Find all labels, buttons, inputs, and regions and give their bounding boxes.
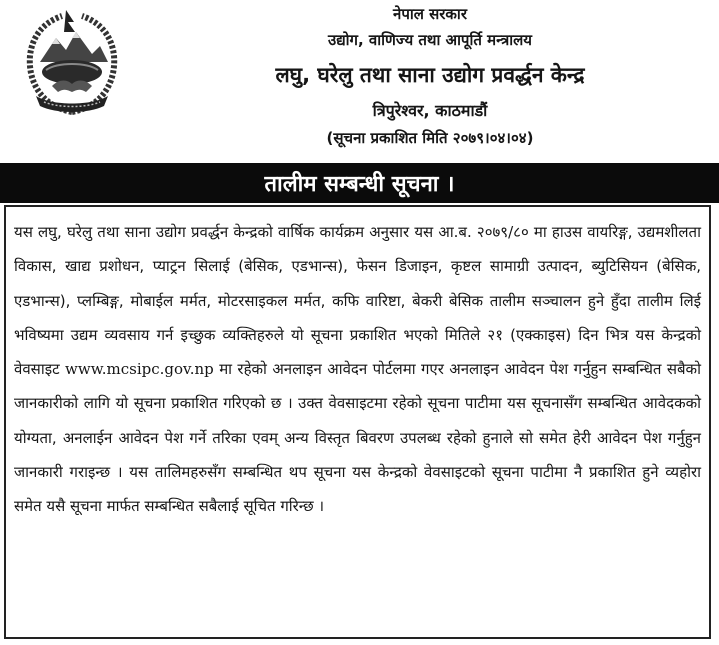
publish-date: (सूचना प्रकाशित मिति २०७९।०४।०४)	[326, 129, 534, 147]
government-name: नेपाल सरकार	[393, 5, 467, 23]
ministry-name: उद्योग, वाणिज्य तथा आपूर्ति मन्त्रालय	[327, 31, 532, 49]
notice-header	[0, 0, 719, 160]
notice-body-part2: मा रहेको अनलाइन आवेदन पोर्टलमा गएर अनलाइन आवेदन पेश गर्नुहुन सम्बन्धित सबैको जानकारीको लागि यो सूचना प्रकाशित गरिएको छ । उक्त वेवसाइटमा रहेको सूचना पाटीमा यस सूचनासँग सम्बन्धित आवेदकको योग्यता, अनलाईन आवेदन पेश गर्ने तरिका एवम् अन्य विस्तृत बिवरण उपलब्ध रहेको हुनाले सो समेत हेरी आवेदन पेश गर्नुहुन जानकारी गराइन्छ । यस तालिमहरुसँग सम्बन्धित थप सूचना यस केन्द्रको वेवसाइटको सूचना पाटीमा नै प्रकाशित हुने व्यहोरा समेत यसै सूचना मार्फत सम्बन्धित सबैलाई सूचित गरिन्छ ।	[14, 360, 701, 516]
notice-body	[14, 215, 701, 524]
nepal-government-emblem-icon	[22, 8, 122, 116]
notice-title: तालीम सम्बन्धी सूचना ।	[264, 172, 455, 197]
notice-body-box	[4, 205, 711, 639]
notice-body-part1: यस लघु, घरेलु तथा साना उद्योग प्रवर्द्धन केन्द्रको वार्षिक कार्यक्रम अनुसार यस आ.ब. २०७९/८० मा हाउस वायरिङ्ग, उद्यमशीलता विकास, खाद्य प्रशोधन, प्याट्रन सिलाई (बेसिक, एडभान्स), फेसन डिजाइन, कृष्टल सामाग्री उत्पादन, ब्युटिसियन (बेसिक, एडभान्स), प्लम्बिङ्ग, मोबाईल मर्मत, मोटरसाइकल मर्मत, कफि वारिष्टा, बेकरी बेसिक तालीम सञ्चालन हुने हुँदा तालीम लिई भविष्यमा उद्यम व्यवसाय गर्न इच्छुक व्यक्तिहरुले यो सूचना प्रकाशित भएको मितिले २१ (एक्काइस) दिन भित्र यस केन्द्रको वेवसाइट	[14, 223, 701, 379]
office-location: त्रिपुरेश्वर, काठमाडौं	[372, 101, 488, 120]
office-name: लघु, घरेलु तथा साना उद्योग प्रवर्द्धन केन्द्र	[275, 63, 585, 87]
notice-title-banner	[0, 163, 719, 203]
website-link[interactable]: www.mcsipc.gov.np	[65, 360, 214, 379]
